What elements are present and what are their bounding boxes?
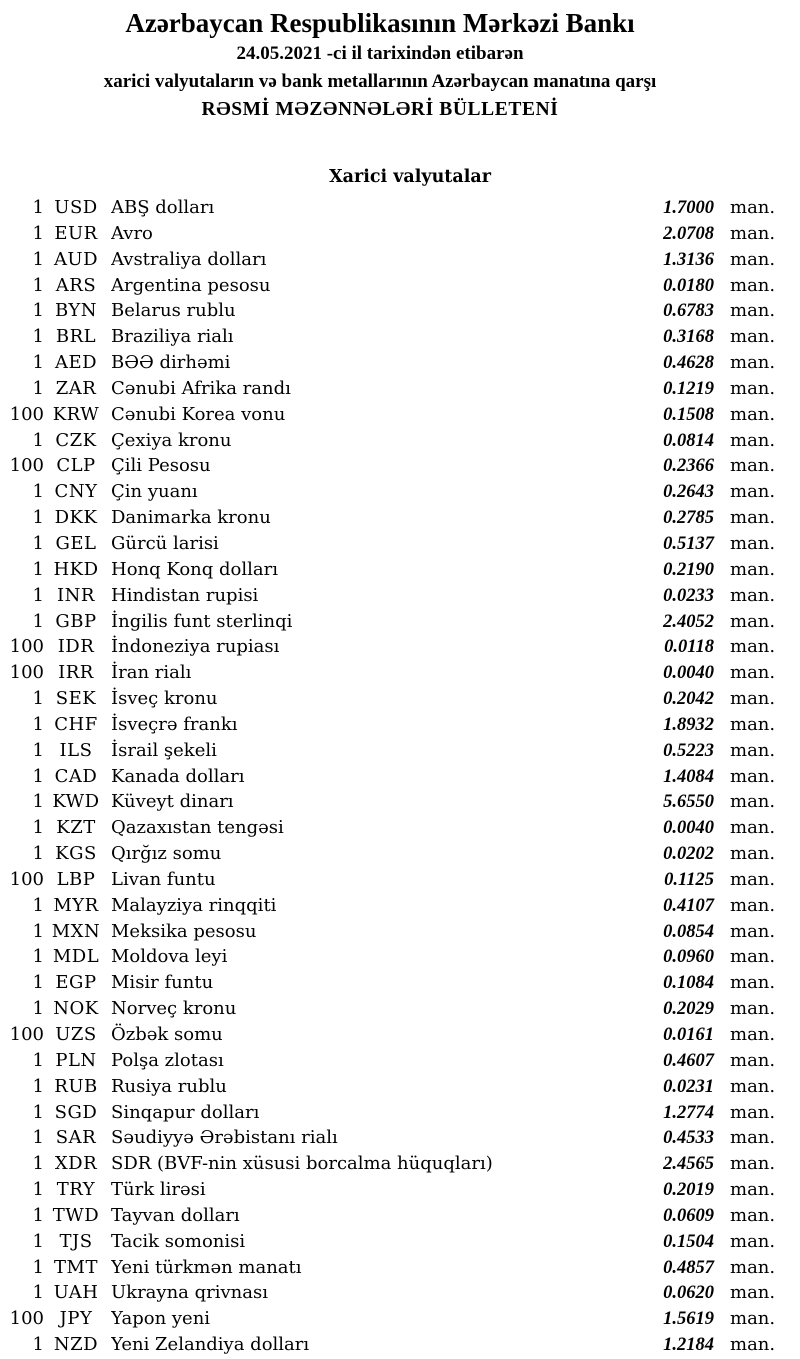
- currency-code: USD: [54, 197, 98, 218]
- rate-value: 0.6783: [663, 301, 714, 322]
- currency-name: Cənubi Afrika randı: [111, 377, 291, 399]
- unit-label: man.: [730, 429, 776, 451]
- unit-label: man.: [730, 1153, 776, 1175]
- currency-name: Çin yuanı: [111, 481, 198, 503]
- quantity: 1: [32, 197, 44, 218]
- quantity: 1: [32, 1256, 44, 1278]
- rate-value: 0.1508: [663, 404, 714, 425]
- unit-label: man.: [730, 481, 776, 503]
- rate-value: 1.8932: [663, 714, 714, 735]
- rate-value: 0.0814: [663, 430, 714, 451]
- currency-name: Belarus rublu: [111, 300, 236, 322]
- rate-value: 0.2366: [663, 456, 714, 477]
- quantity: 1: [32, 998, 44, 1020]
- currency-code: MDL: [52, 946, 100, 968]
- bulletin-title: RƏSMİ MƏZƏNNƏLƏRİ BÜLLETENİ: [201, 99, 559, 120]
- unit-label: man.: [730, 1204, 776, 1226]
- currency-code: KWD: [52, 791, 100, 813]
- quantity: 1: [32, 1049, 44, 1071]
- currency-name: İndoneziya rupiası: [111, 636, 280, 658]
- unit-label: man.: [730, 610, 776, 632]
- rate-value: 5.6550: [663, 792, 714, 813]
- unit-label: man.: [730, 300, 776, 322]
- rate-row: [0, 634, 800, 660]
- unit-label: man.: [730, 817, 776, 839]
- rate-row: [0, 1203, 800, 1229]
- bank-name: Azərbaycan Respublikasının Mərkəzi Bankı: [125, 8, 635, 38]
- currency-code: DKK: [54, 507, 98, 529]
- quantity: 100: [9, 455, 44, 477]
- unit-label: man.: [730, 507, 776, 529]
- quantity: 1: [32, 1179, 44, 1201]
- rate-value: 0.4107: [663, 895, 714, 916]
- currency-name: Polşa zlotası: [111, 1049, 224, 1071]
- unit-label: man.: [730, 998, 776, 1020]
- currency-name: Sinqapur dolları: [111, 1101, 260, 1123]
- unit-label: man.: [730, 868, 776, 890]
- currency-name: Gürcü larisi: [111, 532, 219, 554]
- quantity: 100: [9, 403, 44, 425]
- currency-name: Kanada dolları: [111, 765, 245, 787]
- currency-code: CLP: [56, 455, 96, 477]
- currency-name: Livan funtu: [111, 868, 216, 890]
- quantity: 1: [32, 274, 44, 296]
- rate-value: 0.2785: [663, 508, 714, 529]
- currency-code: NZD: [53, 1334, 99, 1356]
- currency-code: INR: [57, 584, 95, 606]
- rate-row: [0, 531, 800, 557]
- currency-name: Qazaxıstan tengəsi: [111, 817, 284, 839]
- rate-value: 0.4628: [663, 353, 714, 374]
- quantity: 1: [32, 248, 44, 270]
- currency-name: Hindistan rupisi: [111, 584, 259, 606]
- rate-value: 0.0231: [663, 1076, 714, 1097]
- rate-value: 0.4607: [663, 1050, 714, 1071]
- rate-row: [0, 583, 800, 609]
- rate-value: 0.0040: [663, 818, 714, 839]
- rate-value: 0.0180: [663, 275, 714, 296]
- rate-value: 2.0708: [663, 223, 714, 244]
- currency-code: CHF: [54, 713, 98, 735]
- quantity: 1: [32, 558, 44, 580]
- quantity: 1: [32, 532, 44, 554]
- currency-code: AUD: [53, 248, 99, 270]
- rate-row: [0, 867, 800, 893]
- currency-code: HKD: [53, 558, 99, 580]
- rates-table: [0, 195, 800, 1358]
- unit-label: man.: [730, 1127, 776, 1149]
- unit-label: man.: [730, 532, 776, 554]
- quantity: 1: [32, 481, 44, 503]
- unit-label: man.: [730, 946, 776, 968]
- currency-name: Yapon yeni: [111, 1308, 211, 1330]
- quantity: 1: [32, 1230, 44, 1252]
- quantity: 1: [32, 1127, 44, 1149]
- currency-name: Meksika pesosu: [111, 920, 257, 942]
- currency-name: Türk lirəsi: [111, 1179, 206, 1201]
- currency-name: Rusiya rublu: [111, 1075, 227, 1097]
- rate-row: [0, 1074, 800, 1100]
- rate-value: 0.1504: [663, 1231, 714, 1252]
- currency-name: Braziliya rialı: [111, 326, 234, 348]
- currency-code: BYN: [54, 300, 98, 322]
- currency-name: Özbək somu: [111, 1024, 223, 1045]
- currency-name: Qırğız somu: [111, 843, 222, 865]
- unit-label: man.: [730, 1179, 776, 1201]
- unit-label: man.: [730, 222, 776, 244]
- rate-value: 0.0161: [663, 1025, 714, 1045]
- unit-label: man.: [730, 197, 776, 218]
- currency-code: KRW: [52, 403, 100, 425]
- currency-name: Cənubi Korea vonu: [111, 403, 286, 425]
- unit-label: man.: [730, 920, 776, 942]
- rate-row: [0, 1151, 800, 1177]
- unit-label: man.: [730, 972, 776, 994]
- unit-label: man.: [730, 274, 776, 296]
- currency-code: UAH: [53, 1282, 99, 1304]
- currency-code: SEK: [55, 688, 97, 710]
- currency-name: BƏƏ dirhəmi: [111, 352, 231, 374]
- rate-value: 0.0118: [664, 637, 714, 658]
- quantity: 1: [32, 713, 44, 735]
- currency-code: GEL: [55, 532, 97, 554]
- currency-name: Danimarka kronu: [111, 507, 271, 529]
- currency-code: CAD: [54, 765, 98, 787]
- quantity: 1: [32, 894, 44, 916]
- rate-row: [0, 247, 800, 273]
- currency-name: SDR (BVF-nin xüsusi borcalma hüquqları): [111, 1153, 493, 1175]
- unit-label: man.: [730, 791, 776, 813]
- rate-value: 2.4052: [663, 611, 714, 632]
- quantity: 1: [32, 972, 44, 994]
- currency-code: BRL: [55, 326, 97, 348]
- rate-row: [0, 841, 800, 867]
- currency-code: CNY: [54, 481, 98, 503]
- rate-value: 1.2184: [663, 1335, 714, 1356]
- currency-code: TMT: [54, 1256, 98, 1278]
- quantity: 1: [32, 352, 44, 374]
- rate-row: [0, 789, 800, 815]
- currency-name: Misir funtu: [111, 972, 214, 994]
- rate-value: 0.0233: [663, 585, 714, 606]
- rate-row: [0, 1280, 800, 1306]
- rate-row: [0, 195, 800, 221]
- unit-label: man.: [730, 765, 776, 787]
- unit-label: man.: [730, 403, 776, 425]
- rate-row: [0, 738, 800, 764]
- quantity: 100: [9, 1024, 44, 1045]
- quantity: 100: [9, 662, 44, 684]
- currency-name: İsrail şekeli: [111, 739, 217, 761]
- quantity: 1: [32, 920, 44, 942]
- rate-row: [0, 1306, 800, 1332]
- quantity: 1: [32, 688, 44, 710]
- unit-label: man.: [730, 352, 776, 374]
- unit-label: man.: [730, 662, 776, 684]
- currency-code: MYR: [53, 894, 99, 916]
- rate-row: [0, 1332, 800, 1358]
- currency-name: Malayziya rinqqiti: [111, 894, 277, 916]
- quantity: 1: [32, 610, 44, 632]
- rate-row: [0, 944, 800, 970]
- document-header: [0, 0, 760, 124]
- rate-value: 0.5223: [663, 740, 714, 761]
- quantity: 1: [32, 429, 44, 451]
- rate-row: [0, 1177, 800, 1203]
- currency-code: AED: [54, 352, 98, 374]
- currency-name: Avstraliya dolları: [111, 248, 267, 270]
- unit-label: man.: [730, 713, 776, 735]
- currency-code: SAR: [55, 1127, 97, 1149]
- currency-name: Küveyt dinarı: [111, 791, 234, 813]
- rate-row: [0, 557, 800, 583]
- currency-name: Ukrayna qrivnası: [111, 1282, 268, 1304]
- unit-label: man.: [730, 1282, 776, 1304]
- unit-label: man.: [730, 326, 776, 348]
- unit-label: man.: [730, 1230, 776, 1252]
- rate-row: [0, 505, 800, 531]
- effective-date-line: 24.05.2021 -ci il tarixindən etibarən: [236, 43, 524, 64]
- currency-code: TRY: [56, 1179, 96, 1201]
- quantity: 1: [32, 1153, 44, 1175]
- quantity: 1: [32, 946, 44, 968]
- currency-name: Çexiya kronu: [111, 429, 232, 451]
- currency-code: EUR: [54, 222, 98, 244]
- rate-value: 0.1219: [663, 378, 714, 399]
- currency-code: EGP: [55, 972, 97, 994]
- currency-name: Yeni Zelandiya dolları: [111, 1334, 310, 1356]
- unit-label: man.: [730, 455, 776, 477]
- rate-value: 1.2774: [663, 1102, 714, 1123]
- currency-code: UZS: [55, 1024, 97, 1045]
- quantity: 1: [32, 1204, 44, 1226]
- rate-row: [0, 1255, 800, 1281]
- unit-label: man.: [730, 843, 776, 865]
- rate-row: [0, 376, 800, 402]
- rate-row: [0, 686, 800, 712]
- quantity: 1: [32, 507, 44, 529]
- rate-value: 0.2042: [663, 689, 714, 710]
- currency-code: KZT: [56, 817, 96, 839]
- currency-name: ABŞ dolları: [111, 197, 215, 218]
- unit-label: man.: [730, 377, 776, 399]
- section-title: Xarici valyutalar: [329, 167, 491, 187]
- rate-row: [0, 764, 800, 790]
- unit-label: man.: [730, 1024, 776, 1045]
- quantity: 1: [32, 222, 44, 244]
- unit-label: man.: [730, 584, 776, 606]
- unit-label: man.: [730, 248, 776, 270]
- rate-row: [0, 479, 800, 505]
- quantity: 1: [32, 765, 44, 787]
- unit-label: man.: [730, 1101, 776, 1123]
- rate-value: 0.0609: [663, 1205, 714, 1226]
- rate-row: [0, 1022, 800, 1048]
- currency-name: Çili Pesosu: [111, 455, 211, 477]
- currency-code: NOK: [53, 998, 99, 1020]
- currency-code: CZK: [55, 429, 97, 451]
- quantity: 1: [32, 300, 44, 322]
- currency-code: PLN: [55, 1049, 97, 1071]
- rate-row: [0, 221, 800, 247]
- currency-code: ZAR: [55, 377, 97, 399]
- quantity: 1: [32, 791, 44, 813]
- rate-value: 1.4084: [663, 766, 714, 787]
- rate-row: [0, 1100, 800, 1126]
- currency-name: Moldova leyi: [111, 946, 228, 968]
- rate-row: [0, 609, 800, 635]
- quantity: 1: [32, 1282, 44, 1304]
- rate-value: 1.7000: [663, 198, 714, 218]
- currency-name: İngilis funt sterlinqi: [111, 610, 293, 632]
- quantity: 100: [9, 868, 44, 890]
- currency-code: IDR: [57, 636, 95, 658]
- rate-value: 0.1125: [664, 869, 714, 890]
- unit-label: man.: [730, 894, 776, 916]
- quantity: 1: [32, 843, 44, 865]
- currency-code: IRR: [58, 662, 94, 684]
- rate-value: 0.0620: [663, 1283, 714, 1304]
- rate-value: 1.3136: [663, 249, 714, 270]
- currency-name: Argentina pesosu: [111, 274, 271, 296]
- rate-row: [0, 350, 800, 376]
- currency-name: Honq Konq dolları: [111, 558, 278, 580]
- rate-value: 0.2190: [663, 559, 714, 580]
- rate-row: [0, 919, 800, 945]
- unit-label: man.: [730, 1308, 776, 1330]
- quantity: 1: [32, 1101, 44, 1123]
- rate-row: [0, 660, 800, 686]
- currency-code: XDR: [54, 1153, 98, 1175]
- rate-row: [0, 324, 800, 350]
- unit-label: man.: [730, 739, 776, 761]
- quantity: 1: [32, 326, 44, 348]
- quantity: 100: [9, 1308, 44, 1330]
- currency-code: ILS: [59, 739, 93, 761]
- quantity: 100: [9, 636, 44, 658]
- unit-label: man.: [730, 1256, 776, 1278]
- unit-label: man.: [730, 558, 776, 580]
- rate-row: [0, 273, 800, 299]
- currency-name: Tacik somonisi: [111, 1230, 246, 1252]
- currency-code: RUB: [54, 1075, 98, 1097]
- rate-row: [0, 1048, 800, 1074]
- currency-code: SGD: [54, 1101, 98, 1123]
- rate-row: [0, 402, 800, 428]
- rate-value: 2.4565: [663, 1154, 714, 1175]
- rate-row: [0, 712, 800, 738]
- quantity: 1: [32, 817, 44, 839]
- rate-value: 0.4533: [663, 1128, 714, 1149]
- currency-name: Tayvan dolları: [111, 1204, 240, 1226]
- rate-value: 0.2019: [663, 1180, 714, 1201]
- quantity: 1: [32, 739, 44, 761]
- currency-code: JPY: [59, 1308, 93, 1330]
- rate-row: [0, 298, 800, 324]
- currency-code: LBP: [56, 868, 96, 890]
- quantity: 1: [32, 377, 44, 399]
- rate-value: 0.0202: [663, 844, 714, 865]
- subtitle-line: xarici valyutaların və bank metallarının Azərbaycan manatına qarşı: [103, 71, 657, 92]
- currency-code: MXN: [51, 920, 101, 942]
- rate-row: [0, 996, 800, 1022]
- currency-name: İran rialı: [111, 662, 192, 684]
- rate-row: [0, 970, 800, 996]
- rate-value: 0.2643: [663, 482, 714, 503]
- unit-label: man.: [730, 688, 776, 710]
- rate-row: [0, 815, 800, 841]
- rate-row: [0, 453, 800, 479]
- rate-value: 0.0960: [663, 947, 714, 968]
- rate-value: 0.1084: [663, 973, 714, 994]
- rate-value: 0.4857: [663, 1257, 714, 1278]
- quantity: 1: [32, 1075, 44, 1097]
- currency-name: Norveç kronu: [111, 998, 237, 1020]
- rate-value: 0.5137: [663, 533, 714, 554]
- unit-label: man.: [730, 636, 776, 658]
- quantity: 1: [32, 584, 44, 606]
- unit-label: man.: [730, 1075, 776, 1097]
- currency-code: KGS: [55, 843, 97, 865]
- rate-value: 0.2029: [663, 999, 714, 1020]
- rate-value: 0.3168: [663, 327, 714, 348]
- rate-value: 0.0854: [663, 921, 714, 942]
- currency-name: İsveçrə frankı: [111, 713, 238, 735]
- rate-row: [0, 1229, 800, 1255]
- unit-label: man.: [730, 1049, 776, 1071]
- currency-code: TWD: [52, 1204, 100, 1226]
- currency-name: Yeni türkmən manatı: [111, 1256, 302, 1278]
- quantity: 1: [32, 1334, 44, 1356]
- currency-code: TJS: [59, 1230, 93, 1252]
- rate-row: [0, 1125, 800, 1151]
- rate-row: [0, 893, 800, 919]
- rate-row: [0, 428, 800, 454]
- rate-value: 0.0040: [663, 663, 714, 684]
- currency-code: GBP: [55, 610, 97, 632]
- unit-label: man.: [730, 1334, 776, 1356]
- currency-name: Səudiyyə Ərəbistanı rialı: [111, 1127, 338, 1149]
- currency-name: İsveç kronu: [111, 688, 218, 710]
- rate-value: 1.5619: [663, 1309, 714, 1330]
- currency-code: ARS: [55, 274, 97, 296]
- currency-name: Avro: [111, 222, 153, 244]
